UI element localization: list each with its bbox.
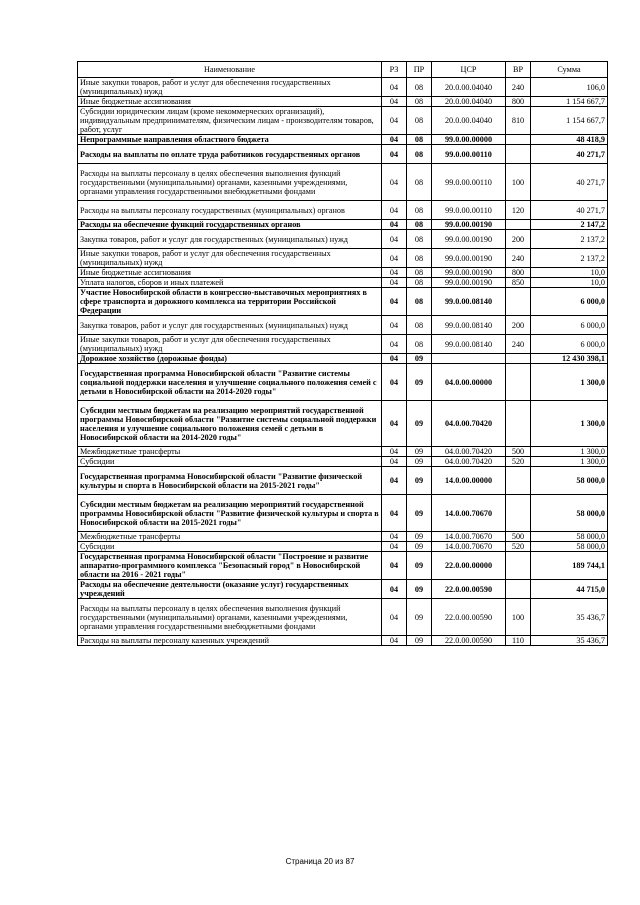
cell-csr: 04.0.00.70420 (432, 447, 506, 457)
cell-name: Иные закупки товаров, работ и услуг для обеспечения государственных (муниципальных) нужд (78, 249, 382, 268)
cell-pr: 09 (407, 552, 432, 580)
header-csr: ЦСР (432, 62, 506, 78)
cell-pr: 09 (407, 354, 432, 364)
cell-rz: 04 (382, 78, 407, 97)
cell-sum: 2 147,2 (531, 220, 608, 230)
table-row (78, 230, 608, 249)
cell-name: Субсидии местным бюджетам на реализацию мероприятий государственной программы Новосибирской области "Развитие физической культуры и спорта в Новосибирской области на 2015-2021 годы" (78, 495, 382, 532)
cell-name: Расходы на выплаты по оплате труда работников государственных органов (78, 145, 382, 164)
cell-sum: 2 137,2 (531, 249, 608, 268)
cell-csr: 99.0.00.08140 (432, 335, 506, 354)
cell-name: Иные бюджетные ассигнования (78, 268, 382, 278)
cell-csr: 99.0.00.00110 (432, 164, 506, 201)
cell-name: Межбюджетные трансферты (78, 532, 382, 542)
table-row (78, 164, 608, 201)
cell-name: Расходы на выплаты персоналу в целях обеспечения выполнения функций государственными (муниципальными) органами, казенными учреждениями, органами управления государственными внебюджетными фондами (78, 599, 382, 636)
cell-pr: 09 (407, 599, 432, 636)
cell-vr (506, 401, 531, 447)
cell-sum: 2 137,2 (531, 230, 608, 249)
cell-pr: 08 (407, 135, 432, 145)
cell-rz: 04 (382, 467, 407, 495)
cell-name: Расходы на обеспечение деятельности (оказание услуг) государственных учреждений (78, 580, 382, 599)
cell-vr: 240 (506, 249, 531, 268)
cell-sum: 58 000,0 (531, 532, 608, 542)
table-body (78, 78, 608, 646)
cell-csr: 99.0.00.00000 (432, 135, 506, 145)
cell-csr: 99.0.00.00190 (432, 230, 506, 249)
cell-rz: 04 (382, 316, 407, 335)
cell-sum: 1 154 667,7 (531, 107, 608, 135)
cell-csr: 20.0.00.04040 (432, 97, 506, 107)
cell-sum: 6 000,0 (531, 335, 608, 354)
header-pr: ПР (407, 62, 432, 78)
cell-name: Субсидии местным бюджетам на реализацию мероприятий государственной программы Новосибирской области "Развитие системы социальной поддержки населения и улучшение социального положения семей с детьми в Новосибирской области на 2014-2020 годы" (78, 401, 382, 447)
cell-csr: 99.0.00.00190 (432, 278, 506, 288)
cell-rz: 04 (382, 335, 407, 354)
cell-rz: 04 (382, 97, 407, 107)
cell-pr: 08 (407, 335, 432, 354)
table-row (78, 145, 608, 164)
cell-rz: 04 (382, 532, 407, 542)
cell-sum: 1 300,0 (531, 457, 608, 467)
table-row (78, 457, 608, 467)
header-name: Наименование (78, 62, 382, 78)
cell-csr: 14.0.00.00000 (432, 467, 506, 495)
cell-pr: 08 (407, 201, 432, 220)
table-row (78, 599, 608, 636)
table-row (78, 249, 608, 268)
cell-sum: 10,0 (531, 268, 608, 278)
cell-pr: 08 (407, 268, 432, 278)
table-row (78, 135, 608, 145)
cell-csr: 14.0.00.70670 (432, 532, 506, 542)
cell-vr (506, 552, 531, 580)
table-row (78, 447, 608, 457)
table-header-row (78, 62, 608, 78)
cell-sum: 40 271,7 (531, 201, 608, 220)
table-row (78, 78, 608, 97)
cell-name: Иные закупки товаров, работ и услуг для обеспечения государственных (муниципальных) нужд (78, 335, 382, 354)
cell-vr: 120 (506, 201, 531, 220)
cell-pr: 08 (407, 107, 432, 135)
cell-sum: 12 430 398,1 (531, 354, 608, 364)
header-sum: Сумма (531, 62, 608, 78)
cell-rz: 04 (382, 288, 407, 316)
cell-rz: 04 (382, 636, 407, 646)
table-row (78, 107, 608, 135)
cell-sum: 48 418,9 (531, 135, 608, 145)
cell-sum: 1 300,0 (531, 401, 608, 447)
cell-name: Субсидии юридическим лицам (кроме некоммерческих организаций), индивидуальным предпринимателям, физическим лицам - производителям товаров, работ, услуг (78, 107, 382, 135)
cell-csr: 99.0.00.00110 (432, 201, 506, 220)
cell-name: Субсидии (78, 542, 382, 552)
cell-sum: 1 300,0 (531, 364, 608, 401)
table-row (78, 220, 608, 230)
cell-pr: 09 (407, 364, 432, 401)
cell-pr: 09 (407, 467, 432, 495)
cell-vr (506, 220, 531, 230)
cell-csr: 22.0.00.00590 (432, 580, 506, 599)
cell-pr: 08 (407, 230, 432, 249)
cell-vr (506, 495, 531, 532)
table-row (78, 580, 608, 599)
cell-vr (506, 135, 531, 145)
cell-csr: 22.0.00.00590 (432, 599, 506, 636)
table-row (78, 495, 608, 532)
cell-rz: 04 (382, 542, 407, 552)
cell-vr: 200 (506, 230, 531, 249)
cell-vr: 240 (506, 335, 531, 354)
cell-rz: 04 (382, 447, 407, 457)
cell-name: Дорожное хозяйство (дорожные фонды) (78, 354, 382, 364)
table-row (78, 532, 608, 542)
table-row (78, 278, 608, 288)
table-row (78, 354, 608, 364)
cell-sum: 58 000,0 (531, 542, 608, 552)
cell-vr: 520 (506, 542, 531, 552)
cell-name: Закупка товаров, работ и услуг для государственных (муниципальных) нужд (78, 230, 382, 249)
cell-name: Иные закупки товаров, работ и услуг для обеспечения государственных (муниципальных) нужд (78, 78, 382, 97)
cell-rz: 04 (382, 457, 407, 467)
cell-rz: 04 (382, 401, 407, 447)
table-row (78, 542, 608, 552)
cell-sum: 44 715,0 (531, 580, 608, 599)
cell-vr (506, 364, 531, 401)
cell-sum: 106,0 (531, 78, 608, 97)
cell-rz: 04 (382, 580, 407, 599)
cell-sum: 40 271,7 (531, 164, 608, 201)
cell-pr: 08 (407, 220, 432, 230)
cell-csr: 14.0.00.70670 (432, 542, 506, 552)
cell-vr (506, 288, 531, 316)
cell-name: Государственная программа Новосибирской области "Развитие системы социальной поддержки населения и улучшение социального положения семей с детьми в Новосибирской области на 2014-2020 годы" (78, 364, 382, 401)
cell-name: Иные бюджетные ассигнования (78, 97, 382, 107)
cell-csr: 99.0.00.00190 (432, 220, 506, 230)
cell-sum: 1 300,0 (531, 447, 608, 457)
cell-vr (506, 467, 531, 495)
cell-pr: 08 (407, 164, 432, 201)
cell-sum: 40 271,7 (531, 145, 608, 164)
cell-csr: 99.0.00.00110 (432, 145, 506, 164)
cell-name: Государственная программа Новосибирской области "Развитие физической культуры и спорта в Новосибирской области на 2015-2021 годы" (78, 467, 382, 495)
cell-vr: 800 (506, 97, 531, 107)
cell-vr: 200 (506, 316, 531, 335)
cell-pr: 08 (407, 316, 432, 335)
cell-pr: 09 (407, 542, 432, 552)
cell-name: Межбюджетные трансферты (78, 447, 382, 457)
cell-vr: 520 (506, 457, 531, 467)
cell-rz: 04 (382, 364, 407, 401)
cell-sum: 6 000,0 (531, 288, 608, 316)
cell-sum: 35 436,7 (531, 636, 608, 646)
cell-csr: 22.0.00.00590 (432, 636, 506, 646)
cell-csr: 99.0.00.08140 (432, 316, 506, 335)
cell-vr (506, 145, 531, 164)
table-row (78, 467, 608, 495)
cell-sum: 10,0 (531, 278, 608, 288)
table-row (78, 552, 608, 580)
cell-sum: 1 154 667,7 (531, 97, 608, 107)
cell-vr: 500 (506, 447, 531, 457)
cell-rz: 04 (382, 552, 407, 580)
cell-rz: 04 (382, 599, 407, 636)
cell-vr: 800 (506, 268, 531, 278)
cell-pr: 09 (407, 636, 432, 646)
cell-name: Расходы на обеспечение функций государственных органов (78, 220, 382, 230)
table-row (78, 201, 608, 220)
cell-vr: 810 (506, 107, 531, 135)
cell-rz: 04 (382, 145, 407, 164)
cell-name: Уплата налогов, сборов и иных платежей (78, 278, 382, 288)
cell-vr (506, 580, 531, 599)
table-row (78, 97, 608, 107)
cell-name: Участие Новосибирской области в конгрессно-выставочных мероприятиях в сфере транспорта и дорожного комплекса на территории Российской Федерации (78, 288, 382, 316)
cell-csr: 22.0.00.00000 (432, 552, 506, 580)
cell-rz: 04 (382, 249, 407, 268)
cell-vr: 110 (506, 636, 531, 646)
cell-vr: 100 (506, 164, 531, 201)
cell-rz: 04 (382, 135, 407, 145)
cell-pr: 09 (407, 580, 432, 599)
cell-pr: 08 (407, 249, 432, 268)
header-vr: ВР (506, 62, 531, 78)
cell-csr: 20.0.00.04040 (432, 107, 506, 135)
cell-rz: 04 (382, 230, 407, 249)
cell-csr: 04.0.00.00000 (432, 364, 506, 401)
cell-pr: 09 (407, 447, 432, 457)
cell-name: Субсидии (78, 457, 382, 467)
cell-name: Расходы на выплаты персоналу государственных (муниципальных) органов (78, 201, 382, 220)
cell-sum: 58 000,0 (531, 495, 608, 532)
cell-pr: 08 (407, 145, 432, 164)
cell-rz: 04 (382, 164, 407, 201)
table-row (78, 401, 608, 447)
cell-rz: 04 (382, 107, 407, 135)
cell-vr: 850 (506, 278, 531, 288)
table-row (78, 364, 608, 401)
cell-csr: 14.0.00.70670 (432, 495, 506, 532)
cell-rz: 04 (382, 268, 407, 278)
table-row (78, 636, 608, 646)
cell-csr: 99.0.00.00190 (432, 268, 506, 278)
cell-sum: 35 436,7 (531, 599, 608, 636)
cell-vr: 240 (506, 78, 531, 97)
table-row (78, 288, 608, 316)
cell-rz: 04 (382, 495, 407, 532)
cell-pr: 09 (407, 457, 432, 467)
cell-vr: 100 (506, 599, 531, 636)
header-rz: РЗ (382, 62, 407, 78)
table-row (78, 268, 608, 278)
table-row (78, 316, 608, 335)
table-row (78, 335, 608, 354)
cell-sum: 189 744,1 (531, 552, 608, 580)
budget-table (77, 61, 608, 646)
cell-name: Закупка товаров, работ и услуг для государственных (муниципальных) нужд (78, 316, 382, 335)
page-number: Страница 20 из 87 (285, 857, 355, 866)
cell-rz: 04 (382, 220, 407, 230)
cell-csr: 04.0.00.70420 (432, 401, 506, 447)
cell-csr: 20.0.00.04040 (432, 78, 506, 97)
cell-csr: 99.0.00.00190 (432, 249, 506, 268)
cell-pr: 08 (407, 278, 432, 288)
cell-csr: 99.0.00.08140 (432, 288, 506, 316)
cell-rz: 04 (382, 278, 407, 288)
cell-pr: 09 (407, 495, 432, 532)
cell-name: Расходы на выплаты персоналу казенных учреждений (78, 636, 382, 646)
cell-name: Расходы на выплаты персоналу в целях обеспечения выполнения функций государственными (муниципальными) органами, казенными учреждениями, органами управления государственными внебюджетными фондами (78, 164, 382, 201)
cell-name: Непрограммные направления областного бюджета (78, 135, 382, 145)
cell-pr: 09 (407, 401, 432, 447)
cell-pr: 08 (407, 97, 432, 107)
cell-vr (506, 354, 531, 364)
cell-pr: 08 (407, 78, 432, 97)
cell-sum: 6 000,0 (531, 316, 608, 335)
cell-name: Государственная программа Новосибирской области "Построение и развитие аппаратно-программного комплекса "Безопасный город" в Новосибирской области на 2016 - 2021 годы" (78, 552, 382, 580)
cell-sum: 58 000,0 (531, 467, 608, 495)
cell-pr: 08 (407, 288, 432, 316)
cell-vr: 500 (506, 532, 531, 542)
cell-csr: 04.0.00.70420 (432, 457, 506, 467)
cell-rz: 04 (382, 354, 407, 364)
cell-rz: 04 (382, 201, 407, 220)
cell-csr (432, 354, 506, 364)
cell-pr: 09 (407, 532, 432, 542)
